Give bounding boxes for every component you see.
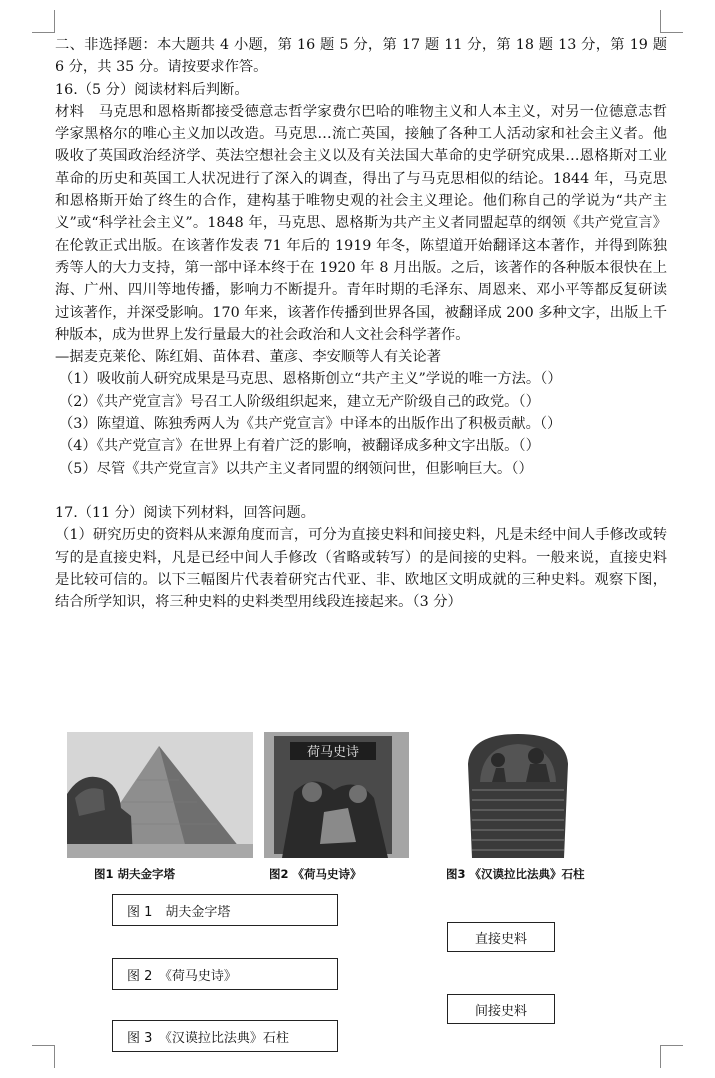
book-cover-title: 荷马史诗 xyxy=(306,745,360,760)
q16-source: —据麦克莱伦、陈红娟、苗体君、董彦、李安顺等人有关论著 xyxy=(55,349,442,366)
page-corner-mark xyxy=(32,10,55,33)
figure-caption: 图2 《荷马史诗》 xyxy=(269,867,362,881)
pyramid-photo xyxy=(67,732,253,858)
q16-title: 16.（5 分）阅读材料后判断。 xyxy=(55,81,249,98)
figure-caption: 图1 胡夫金字塔 xyxy=(94,867,176,881)
matching-box-figure-1[interactable]: 图 1 胡夫金字塔 xyxy=(112,894,338,926)
figure-area xyxy=(0,726,715,1076)
q16-statement: （3）陈望道、陈独秀两人为《共产党宣言》中译本的出版作出了积极贡献。（） xyxy=(59,416,562,433)
hammurabi-stele-photo xyxy=(458,730,578,860)
page-corner-mark xyxy=(660,10,683,33)
q16-statement: （1）吸收前人研究成果是马克思、恩格斯创立“共产主义”学说的唯一方法。（） xyxy=(59,371,562,388)
document-body xyxy=(55,34,667,613)
q16-statement: （4）《共产党宣言》在世界上有着广泛的影响，被翻译成多种文字出版。（） xyxy=(59,438,540,455)
q16-material: 材料 马克思和恩格斯都接受德意志哲学家费尔巴哈的唯物主义和人本主义，对另一位德意志哲学家黑格尔的唯心主义加以改造。马克思…流亡英国，接触了各种工人活动家和社会主义者。他吸收了英国政治经济学、英法空想社会主义以及有关法国大革命的史学研究成果…恩格斯对工业革命的历史和英国工人状况进行了深入的调查，得出了与马克思相似的结论。1844 年，马克思和恩格斯开始了终生的合作，建构基于唯物史观的社会主义理论。他们称自己的学说为“共产主义”或“科学社会主义”。1848 年，马克思、恩格斯为共产主义者同盟起草的纲领《共产党宣言》在伦敦正式出版。在该著作发表 71 年后的 1919 年冬，陈望道开始翻译这本著作，并得到陈独秀等人的大力支持，第一部中译本终于在 1920 年 8 月出版。之后，该著作的各种版本很快在上海、广州、四川等地传播，影响力不断提升。青年时期的毛泽东、周恩来、邓小平等都反复研读过该著作，并深受影响。170 年来，该著作传播到世界各国，被翻译成 200 多种文字，出版上千种版本，成为世界上发行量最大的社会政治和人文社会科学著作。 xyxy=(55,103,667,343)
homer-epic-photo xyxy=(264,732,409,858)
q16-statement: （5）尽管《共产党宣言》以共产主义者同盟的纲领问世，但影响巨大。（） xyxy=(59,460,533,477)
q17-title: 17.（11 分）阅读下列材料，回答问题。 xyxy=(55,504,315,521)
q16-statement: （2）《共产党宣言》号召工人阶级组织起来，建立无产阶级自己的政党。（） xyxy=(59,393,540,410)
section-header: 二、非选择题：本大题共 4 小题，第 16 题 5 分，第 17 题 11 分，第 18 题 13 分，第 19 题 6 分，共 35 分。请按要求作答。 xyxy=(55,37,667,76)
matching-box-figure-3[interactable]: 图 3 《汉谟拉比法典》石柱 xyxy=(112,1020,338,1052)
matching-box-indirect-source[interactable]: 间接史料 xyxy=(447,994,555,1024)
q17-part1: （1）研究历史的资料从来源角度而言，可分为直接史料和间接史料，凡是未经中间人手修改或转写的是直接史料，凡是已经中间人手修改（省略或转写）的是间接的史料。一般来说，直接史料是比较可信的。以下三幅图片代表着研究古代亚、非、欧地区文明成就的三种史料。观察下图，结合所学知识，将三种史料的史料类型用线段连接起来。（3 分） xyxy=(55,527,667,611)
matching-box-figure-2[interactable]: 图 2 《荷马史诗》 xyxy=(112,958,338,990)
figure-caption: 图3 《汉谟拉比法典》石柱 xyxy=(446,867,585,881)
matching-box-direct-source[interactable]: 直接史料 xyxy=(447,922,555,952)
